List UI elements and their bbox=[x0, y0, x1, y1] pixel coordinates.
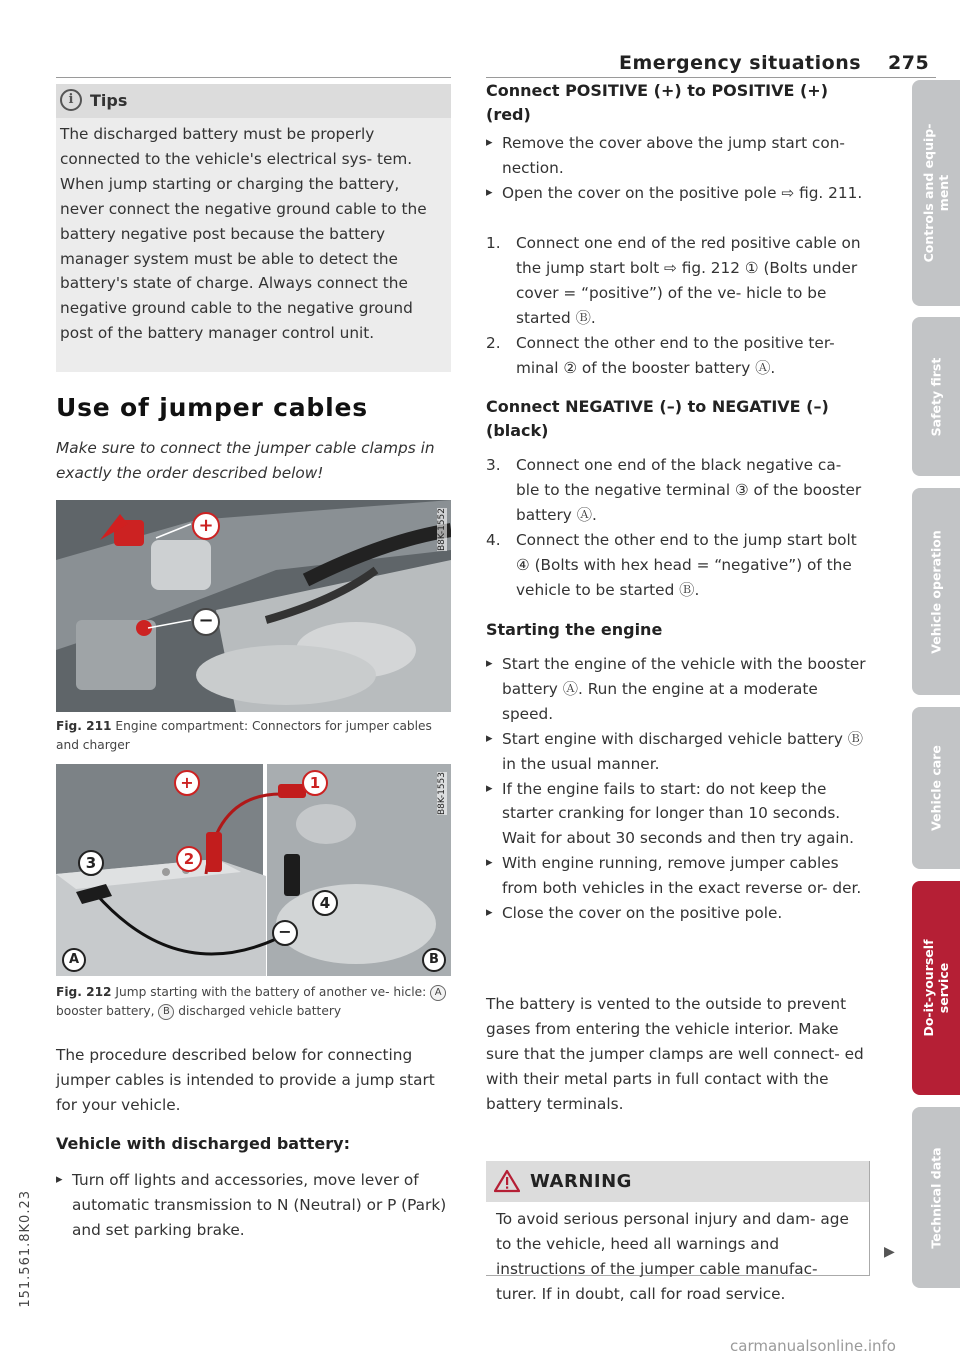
positive-bullet-list bbox=[486, 131, 869, 206]
positive-bullet-1: ▸ Remove the cover above the jump start con- nection. bbox=[486, 131, 869, 181]
step-3: 3. Connect one end of the black negative ca- ble to the negative terminal ③ of the booster battery Ⓐ. bbox=[486, 456, 862, 524]
figure-211-code: B8K-1552 bbox=[437, 508, 447, 552]
starting-bullet-list bbox=[486, 652, 869, 926]
tips-header bbox=[56, 84, 451, 118]
fig212-marker-3: 3 bbox=[78, 850, 104, 876]
warning-header bbox=[486, 1161, 869, 1202]
continued-arrow-icon: ▶ bbox=[884, 1244, 895, 1260]
starting-bullet-2: ▸ Start engine with discharged vehicle battery Ⓑ in the usual manner. bbox=[486, 727, 869, 777]
running-header-title: Emergency situations bbox=[619, 52, 862, 74]
fig212-marker-2: 2 bbox=[176, 846, 202, 872]
figure-211-label: Fig. 211 bbox=[56, 719, 112, 733]
tips-text: The discharged battery must be properly connected to the vehicle's electrical sys- tem. When jump starting or charging the battery, never connect the negative ground cable to the battery negative post because the battery manager system must be able to detect the battery's state of charge. Always connect the negative ground cable to the negative ground post of the battery manager control unit. bbox=[60, 125, 427, 343]
tab-vehicle-care[interactable]: Vehicle care bbox=[912, 707, 960, 869]
tab-do-it-yourself-service[interactable]: Do-it-yourself service bbox=[912, 881, 960, 1095]
tab-controls-and-equipment[interactable]: Controls and equip- ment bbox=[912, 80, 960, 306]
warning-triangle-icon bbox=[494, 1169, 520, 1193]
tips-box bbox=[56, 84, 451, 372]
tips-label: Tips bbox=[90, 91, 128, 110]
figure-212-caption bbox=[56, 983, 451, 1021]
starting-bullet-1: ▸ Start the engine of the vehicle with the booster battery Ⓐ. Run the engine at a moderate speed. bbox=[486, 652, 869, 727]
procedure-paragraph: The procedure described below for connecting jumper cables is intended to provide a jump start for your vehicle. bbox=[56, 1046, 435, 1114]
step-4: 4. Connect the other end to the jump start bolt ④ (Bolts with hex head = “negative”) of the vehicle to be started Ⓑ. bbox=[486, 530, 857, 599]
fig212-marker-4: 4 bbox=[312, 890, 338, 916]
vehicle-heading: Vehicle with discharged battery: bbox=[56, 1134, 350, 1153]
figure-212-caption-b: discharged vehicle battery bbox=[178, 1004, 342, 1018]
jump-start-illustration bbox=[56, 764, 451, 976]
figure-212-label: Fig. 212 bbox=[56, 985, 112, 999]
warning-box bbox=[486, 1161, 870, 1303]
page-number: 275 bbox=[888, 52, 930, 74]
fig212-marker-a: A bbox=[62, 948, 86, 972]
warning-label: WARNING bbox=[530, 1171, 632, 1192]
header-rule-left bbox=[56, 77, 451, 78]
fig212-marker-b: B bbox=[422, 948, 446, 972]
starting-bullet-5: ▸ Close the cover on the positive pole. bbox=[486, 901, 869, 926]
booster-battery-symbol: A bbox=[430, 985, 446, 1001]
watermark: carmanualsonline.info bbox=[730, 1337, 896, 1355]
positive-heading: Connect POSITIVE (+) to POSITIVE (+) (red) bbox=[486, 81, 829, 124]
step-2: 2. Connect the other end to the positive ter- minal ② of the booster battery Ⓐ. bbox=[486, 333, 835, 377]
positive-steps bbox=[486, 231, 869, 380]
figure-212-code: B8K-1553 bbox=[437, 772, 447, 816]
figure-211-caption bbox=[56, 717, 451, 755]
starting-bullet-3: ▸ If the engine fails to start: do not keep the starter cranking for longer than 10 seconds. Wait for about 30 seconds and then try again. bbox=[486, 777, 869, 852]
figure-211-caption-text: Engine compartment: Connectors for jumper cables and charger bbox=[56, 719, 432, 752]
figure-212-caption-pre: Jump starting with the battery of another ve- hicle: bbox=[115, 985, 427, 999]
info-icon: i bbox=[60, 89, 82, 111]
tab-vehicle-operation[interactable]: Vehicle operation bbox=[912, 488, 960, 695]
negative-heading: Connect NEGATIVE (–) to NEGATIVE (–) (black) bbox=[486, 397, 829, 440]
fig212-minus-marker: − bbox=[272, 920, 298, 946]
starting-heading: Starting the engine bbox=[486, 620, 663, 639]
negative-steps bbox=[486, 453, 869, 602]
figure-212-image bbox=[56, 764, 451, 976]
positive-connector-marker: + bbox=[192, 512, 220, 540]
discharged-battery-symbol: B bbox=[158, 1004, 174, 1020]
negative-connector-marker: − bbox=[192, 608, 220, 636]
vehicle-bullet-list bbox=[56, 1168, 451, 1243]
tab-safety-first[interactable]: Safety first bbox=[912, 317, 960, 476]
tab-technical-data[interactable]: Technical data bbox=[912, 1107, 960, 1288]
engine-compartment-illustration bbox=[56, 500, 451, 712]
warning-text: To avoid serious personal injury and dam- age to the vehicle, heed all warnings and instructions of the jumper cable manufac- turer. If in doubt, call for road service. bbox=[496, 1210, 849, 1303]
fig212-marker-1: 1 bbox=[302, 770, 328, 796]
section-title: Use of jumper cables bbox=[56, 393, 368, 422]
step-1: 1. Connect one end of the red positive cable on the jump start bolt ⇨ fig. 212 ① (Bolts under cover = “positive”) of the ve- hicle to be started Ⓑ. bbox=[486, 234, 861, 327]
section-intro: Make sure to connect the jumper cable clamps in exactly the order described below! bbox=[56, 439, 435, 482]
fig212-plus-marker: + bbox=[174, 770, 200, 796]
figure-212-caption-a: booster battery, bbox=[56, 1004, 155, 1018]
figure-211-image bbox=[56, 500, 451, 712]
starting-bullet-4: ▸ With engine running, remove jumper cables from both vehicles in the exact reverse or- der. bbox=[486, 851, 869, 901]
positive-bullet-2: ▸ Open the cover on the positive pole ⇨ fig. 211. bbox=[486, 181, 869, 206]
vented-paragraph: The battery is vented to the outside to prevent gases from entering the vehicle interior. Make sure that the jumper clamps are well connect- ed with their metal parts in full contact with the battery terminals. bbox=[486, 995, 864, 1113]
vehicle-bullet: ▸ Turn off lights and accessories, move lever of automatic transmission to N (Neutral) or P (Park) and set parking brake. bbox=[56, 1168, 451, 1243]
document-code: 151.561.8K0.23 bbox=[18, 1190, 33, 1308]
header-rule-right bbox=[486, 77, 936, 78]
